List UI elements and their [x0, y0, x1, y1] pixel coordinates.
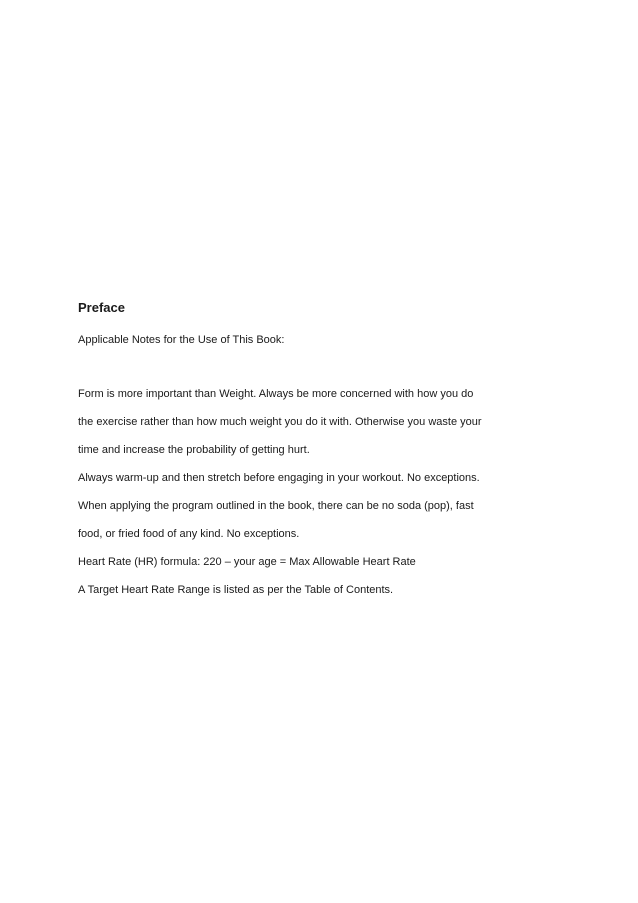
body-line-3: time and increase the probability of getting hurt.: [78, 444, 310, 456]
body-line-1: Form is more important than Weight. Always be more concerned with how you do: [78, 388, 474, 400]
body-line-7: Heart Rate (HR) formula: 220 – your age = Max Allowable Heart Rate: [78, 556, 416, 568]
body-line-8: A Target Heart Rate Range is listed as per the Table of Contents.: [78, 584, 394, 596]
body-line-4: Always warm-up and then stretch before engaging in your workout. No exceptions.: [78, 472, 480, 484]
body-line-5: When applying the program outlined in the book, there can be no soda (pop), fast: [78, 500, 474, 512]
preface-subtitle: Applicable Notes for the Use of This Book:: [78, 334, 285, 346]
body-line-2: the exercise rather than how much weight you do it with. Otherwise you waste your: [78, 416, 482, 428]
preface-section: [78, 300, 578, 597]
preface-title: Preface: [78, 300, 125, 315]
preface-body: [78, 387, 578, 597]
body-line-6: food, or fried food of any kind. No exceptions.: [78, 528, 300, 540]
